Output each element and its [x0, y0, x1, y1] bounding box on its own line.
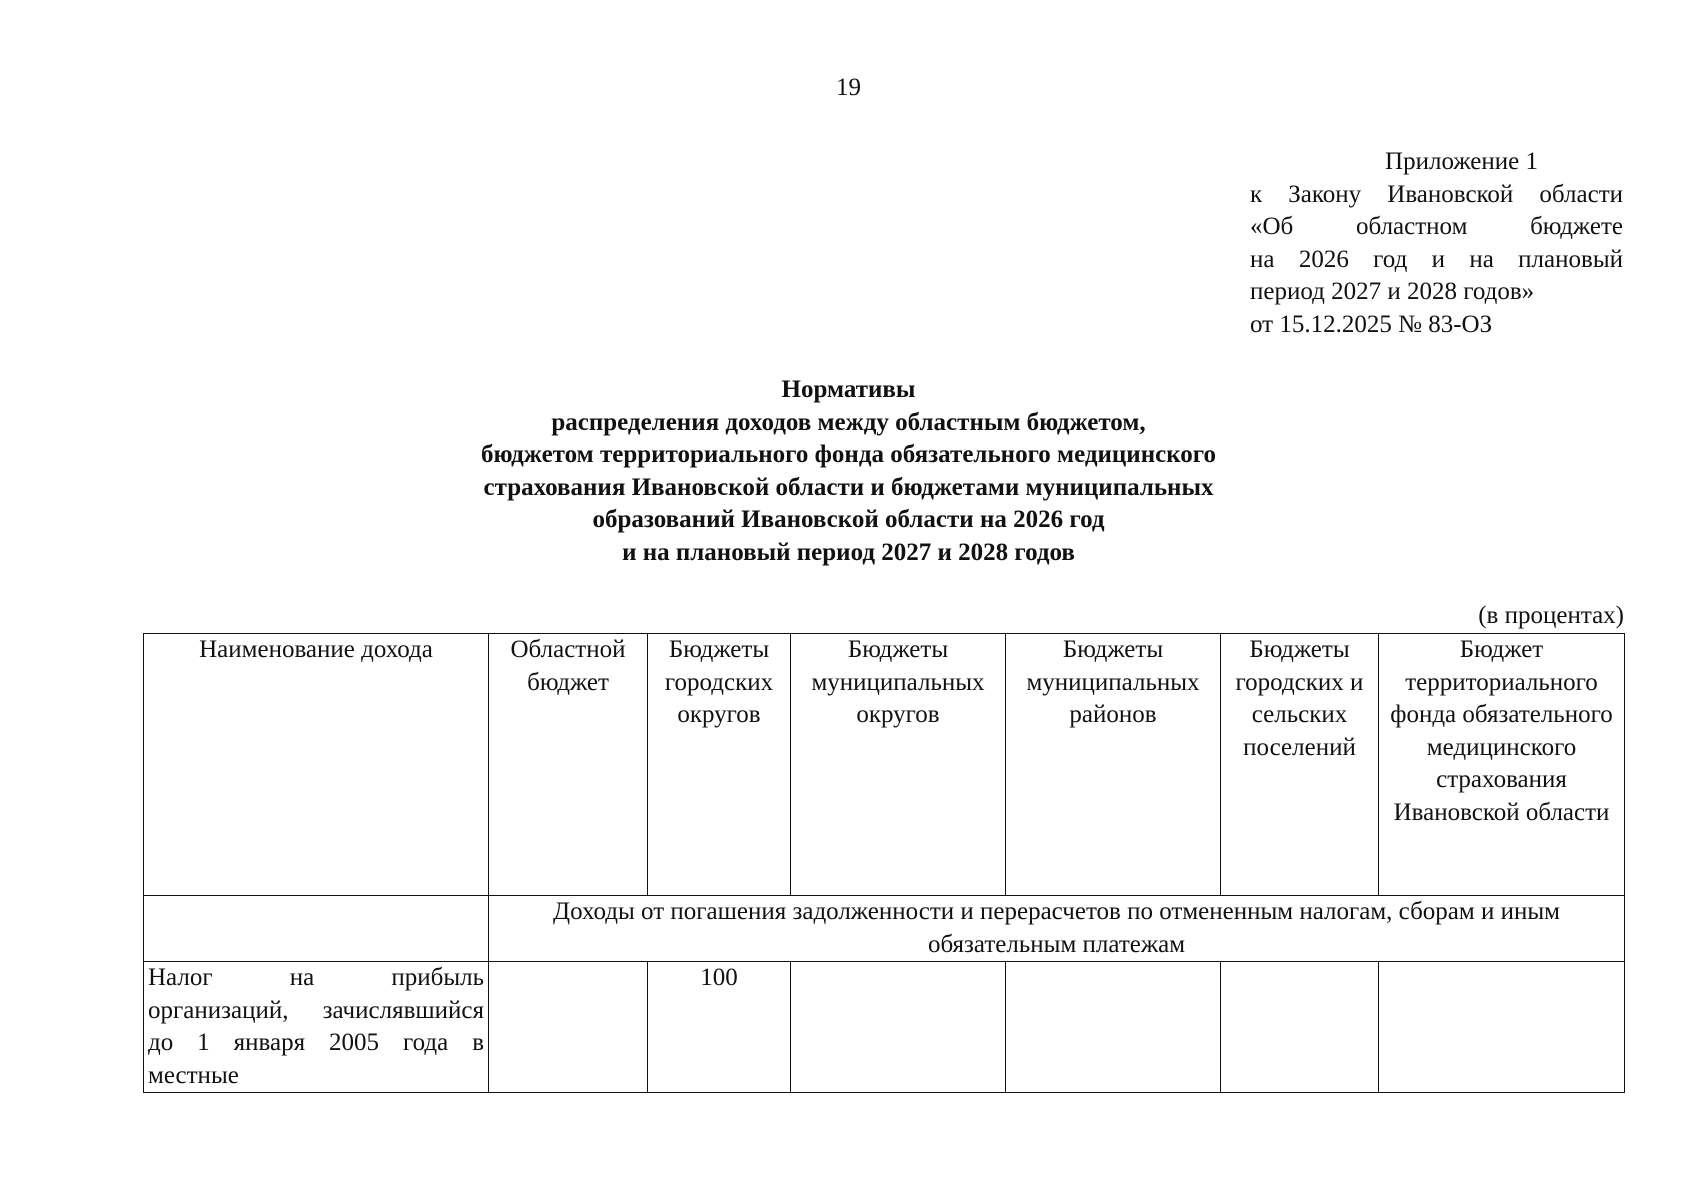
title-line: и на плановый период 2027 и 2028 годов — [622, 538, 1075, 566]
table-row — [144, 962, 1625, 1093]
normatives-table — [143, 633, 1625, 1093]
header-income-name: Наименование дохода — [144, 634, 489, 896]
value-cell — [1379, 962, 1625, 1093]
appendix-line: к Закону Ивановской области — [1250, 180, 1623, 208]
appendix-line: «Об областном бюджете — [1250, 213, 1623, 240]
document-title — [0, 374, 1697, 569]
value-cell — [1221, 962, 1379, 1093]
title-line: распределения доходов между областным бюджетом, — [551, 408, 1146, 436]
title-line: бюджетом территориального фонда обязательного медицинского — [480, 441, 1217, 468]
page-number: 19 — [836, 74, 861, 101]
appendix-line: от 15.12.2025 № 83-ОЗ — [1250, 310, 1493, 338]
value-cell — [791, 962, 1006, 1093]
header-regional-budget: Областной бюджет — [489, 634, 648, 896]
title-line: Нормативы — [781, 376, 916, 403]
header-medical-fund: Бюджет территориального фонда обязательного медицинского страхования Ивановской области — [1379, 634, 1625, 896]
header-municipal-districts: Бюджеты муниципальных округов — [791, 634, 1006, 896]
appendix-block — [1250, 146, 1623, 341]
title-line: образований Ивановской области на 2026 год — [592, 506, 1105, 533]
value-cell — [489, 962, 648, 1093]
appendix-line: Приложение 1 — [1385, 148, 1538, 175]
income-name-cell: Налог на прибыль организаций, зачислявшийся до 1 января 2005 года в местные — [144, 962, 489, 1093]
header-municipal-regions: Бюджеты муниципальных районов — [1006, 634, 1221, 896]
title-line: страхования Ивановской области и бюджетами муниципальных — [483, 473, 1214, 501]
appendix-line: период 2027 и 2028 годов» — [1250, 278, 1535, 305]
value-cell: 100 — [648, 962, 791, 1093]
section-row — [144, 896, 1625, 962]
appendix-line: на 2026 год и на плановый — [1250, 245, 1623, 273]
section-title: Доходы от погашения задолженности и перерасчетов по отмененным налогам, сборам и иным обязательным платежам — [489, 896, 1625, 962]
header-settlements: Бюджеты городских и сельских поселений — [1221, 634, 1379, 896]
header-city-districts: Бюджеты городских округов — [648, 634, 791, 896]
section-empty-cell — [144, 896, 489, 962]
value-cell — [1006, 962, 1221, 1093]
header-row — [144, 634, 1625, 896]
units-note: (в процентах) — [1478, 602, 1624, 629]
